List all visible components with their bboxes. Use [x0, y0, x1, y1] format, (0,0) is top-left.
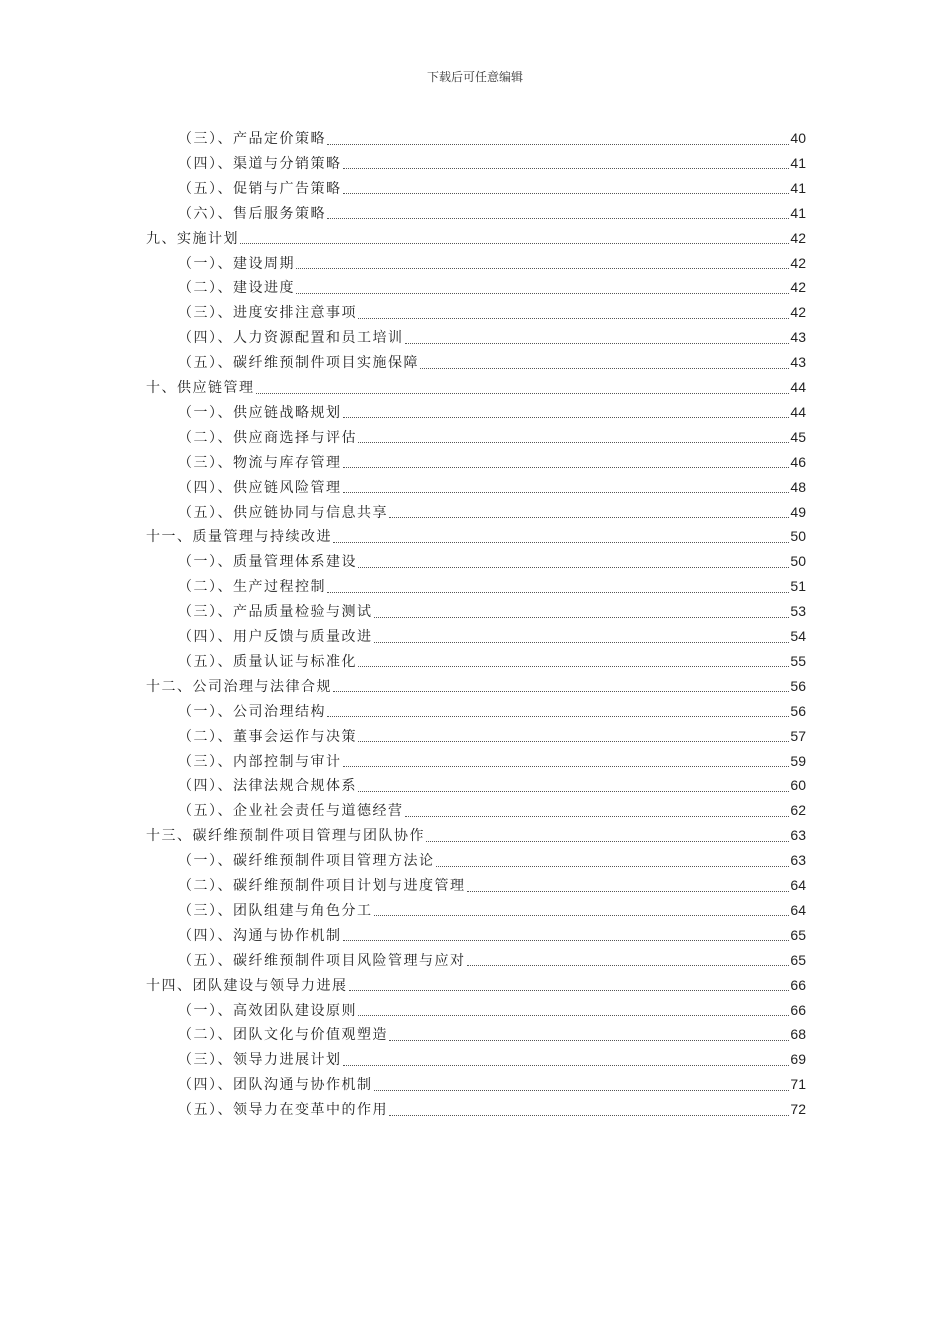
toc-dot-leader [343, 492, 790, 493]
toc-entry[interactable] [178, 176, 806, 200]
toc-entry-title: （二）、团队文化与价值观塑造 [178, 1027, 388, 1044]
toc-entry-page-number: 54 [790, 628, 806, 644]
toc-entry[interactable] [178, 749, 806, 773]
toc-entry-page-number: 50 [790, 528, 806, 545]
toc-dot-leader [405, 816, 790, 817]
toc-entry-page-number: 64 [790, 877, 806, 893]
toc-entry-title: （四）、团队沟通与协作机制 [178, 1077, 373, 1094]
toc-dot-leader [327, 144, 789, 145]
toc-dot-leader [389, 1040, 789, 1041]
toc-entry[interactable] [178, 475, 806, 499]
toc-dot-leader [343, 168, 790, 169]
toc-entry-page-number: 63 [790, 852, 806, 869]
toc-entry-page-number: 68 [790, 1026, 806, 1043]
toc-dot-leader [358, 442, 789, 443]
toc-entry-page-number: 44 [790, 403, 806, 420]
toc-entry-page-number: 42 [790, 254, 806, 271]
toc-entry-page-number: 66 [790, 976, 806, 993]
toc-dot-leader [358, 741, 789, 742]
toc-entry-title: （三）、领导力进展计划 [178, 1052, 342, 1069]
toc-entry[interactable] [178, 948, 806, 972]
toc-dot-leader [467, 965, 790, 966]
page-header: 下载后可任意编辑 [426, 70, 523, 84]
toc-entry-title: （三）、团队组建与角色分工 [178, 902, 373, 919]
toc-entry[interactable] [178, 724, 806, 748]
toc-dot-leader [358, 1015, 789, 1016]
toc-entry-title: （二）、供应商选择与评估 [178, 429, 357, 446]
toc-entry-page-number: 41 [790, 204, 806, 221]
toc-entry-page-number: 43 [790, 329, 806, 346]
toc-dot-leader [358, 791, 789, 792]
toc-entry[interactable] [178, 425, 806, 449]
toc-entry-title: （二）、建设进度 [178, 280, 295, 297]
toc-entry-page-number: 51 [790, 578, 806, 595]
toc-dot-leader [374, 642, 790, 643]
toc-entry[interactable] [178, 275, 806, 299]
toc-entry[interactable] [178, 500, 806, 524]
toc-entry-title: （二）、生产过程控制 [178, 579, 326, 596]
toc-entry-title: （五）、促销与广告策略 [178, 180, 342, 197]
toc-entry-page-number: 64 [790, 901, 806, 918]
toc-dot-leader [358, 567, 789, 568]
toc-entry-title: （二）、碳纤维预制件项目计划与进度管理 [178, 878, 466, 894]
toc-dot-leader [389, 1115, 789, 1116]
toc-dot-leader [343, 467, 790, 468]
toc-entry[interactable] [178, 151, 806, 175]
toc-entry-page-number: 55 [790, 652, 806, 669]
toc-entry-title: （四）、沟通与协作机制 [178, 927, 342, 944]
toc-entry-page-number: 65 [790, 926, 806, 943]
toc-entry[interactable] [178, 126, 806, 150]
toc-entry-page-number: 43 [790, 354, 806, 371]
toc-entry-page-number: 65 [790, 951, 806, 968]
toc-entry[interactable] [146, 375, 806, 399]
toc-entry-title: （三）、物流与库存管理 [178, 454, 342, 471]
toc-entry-title: 九、实施计划 [146, 230, 239, 247]
toc-entry-title: 十、供应链管理 [146, 380, 255, 396]
toc-entry[interactable] [178, 1072, 806, 1096]
toc-entry[interactable] [178, 923, 806, 947]
toc-entry-title: （一）、质量管理体系建设 [178, 554, 357, 571]
toc-dot-leader [343, 1065, 790, 1066]
toc-dot-leader [436, 866, 790, 867]
toc-entry-title: （五）、碳纤维预制件项目实施保障 [178, 355, 419, 372]
toc-entry[interactable] [178, 300, 806, 324]
toc-entry-page-number: 44 [790, 379, 806, 395]
toc-entry-title: （二）、董事会运作与决策 [178, 728, 357, 745]
toc-dot-leader [343, 417, 790, 418]
toc-entry[interactable] [178, 624, 806, 648]
toc-entry-title: （五）、领导力在变革中的作用 [178, 1102, 388, 1119]
toc-entry-title: （一）、碳纤维预制件项目管理方法论 [178, 853, 435, 870]
toc-entry-title: （六）、售后服务策略 [178, 205, 326, 222]
toc-entry-page-number: 40 [790, 130, 806, 146]
toc-entry-title: （三）、内部控制与审计 [178, 753, 342, 770]
toc-dot-leader [327, 716, 789, 717]
toc-entry-page-number: 45 [790, 428, 806, 445]
toc-entry-title: （五）、供应链协同与信息共享 [178, 504, 388, 521]
toc-entry-page-number: 42 [790, 279, 806, 296]
toc-entry-page-number: 53 [790, 603, 806, 620]
toc-dot-leader [333, 691, 789, 692]
toc-entry-title: （三）、产品质量检验与测试 [178, 604, 373, 621]
toc-entry[interactable] [146, 524, 806, 548]
toc-entry-title: （一）、供应链战略规划 [178, 404, 342, 421]
toc-entry-title: （一）、建设周期 [178, 255, 295, 272]
toc-entry-title: （四）、渠道与分销策略 [178, 155, 342, 172]
toc-dot-leader [349, 990, 790, 991]
toc-dot-leader [327, 592, 789, 593]
toc-entry-page-number: 48 [790, 478, 806, 495]
toc-entry-page-number: 63 [790, 827, 806, 844]
toc-dot-leader [467, 891, 790, 892]
toc-entry[interactable] [178, 549, 806, 573]
toc-entry-title: （三）、产品定价策略 [178, 131, 326, 147]
toc-dot-leader [296, 293, 789, 294]
toc-entry-title: （四）、用户反馈与质量改进 [178, 629, 373, 645]
toc-entry[interactable] [146, 823, 806, 847]
toc-dot-leader [343, 193, 790, 194]
toc-entry-title: （四）、供应链风险管理 [178, 479, 342, 496]
toc-entry[interactable] [178, 873, 806, 897]
toc-entry[interactable] [178, 773, 806, 797]
toc-entry[interactable] [178, 201, 806, 225]
toc-dot-leader [333, 542, 789, 543]
toc-entry-page-number: 69 [790, 1051, 806, 1068]
toc-dot-leader [256, 393, 790, 394]
toc-entry-page-number: 56 [790, 702, 806, 719]
toc-entry[interactable] [178, 998, 806, 1022]
toc-entry-page-number: 57 [790, 727, 806, 744]
toc-entry-title: 十二、公司治理与法律合规 [146, 678, 332, 695]
toc-entry[interactable] [178, 350, 806, 374]
toc-dot-leader [343, 940, 790, 941]
toc-entry-title: （三）、进度安排注意事项 [178, 305, 357, 322]
toc-dot-leader [374, 1090, 790, 1091]
toc-entry-title: 十一、质量管理与持续改进 [146, 529, 332, 546]
toc-entry-page-number: 50 [790, 553, 806, 570]
toc-entry[interactable] [178, 1022, 806, 1046]
toc-entry[interactable] [178, 1097, 806, 1121]
toc-entry[interactable] [178, 400, 806, 424]
toc-entry-page-number: 59 [790, 752, 806, 769]
toc-entry[interactable] [178, 599, 806, 623]
toc-dot-leader [240, 243, 789, 244]
toc-dot-leader [374, 617, 790, 618]
toc-dot-leader [327, 218, 789, 219]
toc-entry[interactable] [146, 226, 806, 250]
toc-dot-leader [343, 766, 790, 767]
toc-entry[interactable] [178, 848, 806, 872]
toc-dot-leader [358, 318, 789, 319]
toc-entry[interactable] [146, 674, 806, 698]
toc-entry[interactable] [178, 699, 806, 723]
toc-dot-leader [420, 368, 789, 369]
toc-entry-title: （四）、法律法规合规体系 [178, 778, 357, 795]
toc-entry-page-number: 42 [790, 304, 806, 321]
toc-dot-leader [358, 666, 789, 667]
toc-entry-page-number: 62 [790, 802, 806, 819]
toc-entry-title: （一）、高效团队建设原则 [178, 1002, 357, 1019]
toc-entry-page-number: 49 [790, 503, 806, 520]
toc-entry-title: （四）、人力资源配置和员工培训 [178, 330, 404, 347]
toc-dot-leader [374, 915, 790, 916]
toc-entry-page-number: 56 [790, 677, 806, 694]
toc-entry[interactable] [178, 1047, 806, 1071]
toc-entry-page-number: 42 [790, 229, 806, 246]
toc-entry[interactable] [146, 973, 806, 997]
toc-entry[interactable] [178, 450, 806, 474]
toc-entry-page-number: 66 [790, 1001, 806, 1018]
toc-entry-page-number: 60 [790, 777, 806, 794]
toc-entry-title: （五）、企业社会责任与道德经营 [178, 803, 404, 820]
toc-entry-page-number: 41 [790, 154, 806, 171]
toc-dot-leader [405, 343, 790, 344]
toc-entry[interactable] [178, 898, 806, 922]
toc-entry-page-number: 72 [790, 1101, 806, 1118]
toc-entry-title: 十三、碳纤维预制件项目管理与团队协作 [146, 828, 425, 845]
toc-entry-title: 十四、团队建设与领导力进展 [146, 977, 348, 994]
toc-entry-title: （五）、质量认证与标准化 [178, 653, 357, 670]
toc-dot-leader [296, 268, 789, 269]
toc-entry-page-number: 71 [790, 1076, 806, 1093]
toc-entry[interactable] [178, 325, 806, 349]
toc-entry-page-number: 46 [790, 453, 806, 470]
toc-entry[interactable] [178, 251, 806, 275]
toc-entry[interactable] [178, 798, 806, 822]
toc-entry-page-number: 41 [790, 179, 806, 196]
toc-entry-title: （五）、碳纤维预制件项目风险管理与应对 [178, 952, 466, 969]
toc-dot-leader [426, 841, 789, 842]
toc-dot-leader [389, 517, 789, 518]
toc-entry-title: （一）、公司治理结构 [178, 703, 326, 720]
toc-entry[interactable] [178, 574, 806, 598]
toc-entry[interactable] [178, 649, 806, 673]
